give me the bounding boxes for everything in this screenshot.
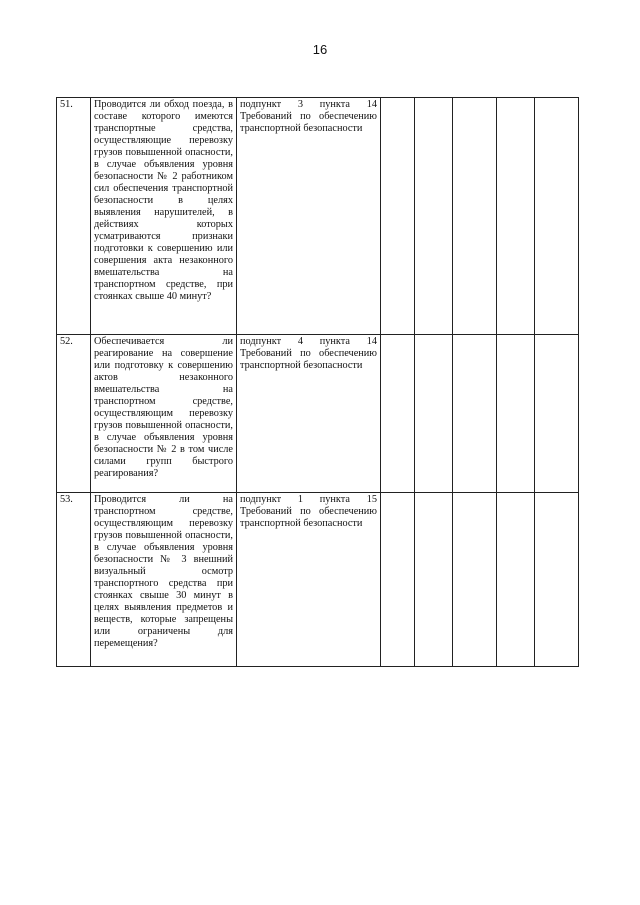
empty-cell — [497, 98, 535, 335]
empty-cell — [453, 335, 497, 493]
legal-reference: подпункт 1 пункта 15 Требований по обеспечению транспортной безопасности — [237, 493, 381, 667]
empty-cell — [415, 335, 453, 493]
empty-cell — [415, 493, 453, 667]
row-number: 51. — [57, 98, 91, 335]
empty-cell — [535, 335, 579, 493]
legal-reference: подпункт 3 пункта 14 Требований по обеспечению транспортной безопасности — [237, 98, 381, 335]
question-text: Обеспечивается ли реагирование на совершение или подготовку к совершению актов незаконного вмешательства на транспортном средстве, осуществляющим перевозку грузов повышенной опасности, в случае объявления уровня безопасности № 2 в том числе силами групп быстрого реагирования? — [91, 335, 237, 493]
empty-cell — [497, 335, 535, 493]
empty-cell — [453, 98, 497, 335]
empty-cell — [381, 98, 415, 335]
empty-cell — [381, 493, 415, 667]
checklist-table — [56, 97, 579, 667]
row-number: 52. — [57, 335, 91, 493]
row-number: 53. — [57, 493, 91, 667]
empty-cell — [535, 98, 579, 335]
table-row — [57, 98, 579, 335]
empty-cell — [381, 335, 415, 493]
empty-cell — [497, 493, 535, 667]
empty-cell — [453, 493, 497, 667]
empty-cell — [415, 98, 453, 335]
question-text: Проводится ли на транспортном средстве, осуществляющим перевозку грузов повышенной опасности, в случае объявления уровня безопасности № 3 внешний визуальный осмотр транспортного средства при стоянках свыше 30 минут в целях выявления предметов и веществ, которые запрещены или ограничены для перемещения? — [91, 493, 237, 667]
page-number: 16 — [312, 42, 328, 57]
question-text: Проводится ли обход поезда, в составе которого имеются транспортные средства, осуществляющие перевозку грузов повышенной опасности, в случае объявления уровня безопасности № 2 работником сил обеспечения транспортной безопасности в целях выявления нарушителей, в действиях которых усматриваются признаки подготовки к совершению или совершения акта незаконного вмешательства на транспортном средстве, при стоянках свыше 40 минут? — [91, 98, 237, 335]
legal-reference: подпункт 4 пункта 14 Требований по обеспечению транспортной безопасности — [237, 335, 381, 493]
empty-cell — [535, 493, 579, 667]
table-row — [57, 335, 579, 493]
table-row — [57, 493, 579, 667]
